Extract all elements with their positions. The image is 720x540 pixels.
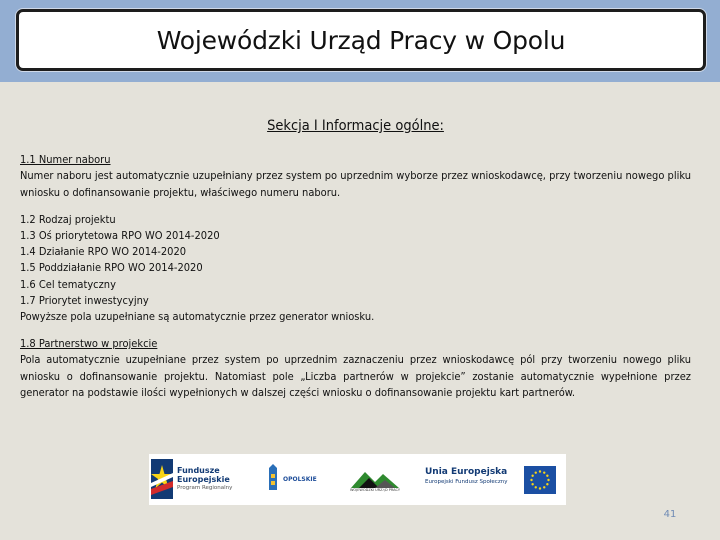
wup-mountains-icon	[345, 468, 405, 490]
title-box	[16, 9, 706, 71]
item-1-8-heading: 1.8 Partnerstwo w projekcie	[20, 337, 158, 351]
eu-star-icon	[539, 470, 541, 472]
eu-star-icon	[546, 475, 548, 477]
item-1-1-text: Numer naboru jest automatycznie uzupełniany przez system po uprzednim wyborze przez wnioskodawcę, przy tworzeniu nowego pliku wniosku o dofinansowanie projektu, właściwego numeru naboru.	[20, 169, 691, 199]
item-1-8-text: Pola automatycznie uzupełniane przez system po uprzednim zaznaczeniu przez wnioskodawcę pól przy tworzeniu nowego pliku wniosku o dofinansowanie projektu. Natomiast pole „Liczba partnerów w projekcie” zostanie automatycznie wypełnione przez generator na podstawie ilości wypełnionych w dalszej części wniosku o dofinansowanie projektu kart partnerów.	[20, 353, 691, 399]
opolskie-text: OPOLSKIE	[283, 475, 317, 483]
eu-star-icon	[531, 483, 533, 485]
auto-field-item: 1.6 Cel tematyczny	[20, 277, 116, 291]
auto-field-item: 1.7 Priorytet inwestycyjny	[20, 293, 149, 307]
auto-field-item: 1.5 Poddziałanie RPO WO 2014-2020	[20, 261, 203, 275]
eu-star-icon	[547, 479, 549, 481]
opolskie-logo	[265, 464, 317, 494]
logo-strip	[149, 454, 566, 505]
item-1-8	[20, 336, 691, 401]
wup-text: WOJEWÓDZKI URZĄD PRACY	[349, 488, 401, 492]
ue-line1: Unia Europejska	[425, 467, 508, 477]
slide-content	[20, 118, 691, 412]
opolskie-emblem-icon	[265, 464, 281, 494]
ue-sub: Europejski Fundusz Społeczny	[425, 479, 508, 485]
eu-star-icon	[539, 487, 541, 489]
eu-star-icon	[535, 471, 537, 473]
item-1-1-heading: 1.1 Numer naboru	[20, 153, 111, 167]
auto-field-item: 1.2 Rodzaj projektu	[20, 212, 116, 226]
fundusze-europejskie-logo	[151, 459, 232, 499]
slide-title: Wojewódzki Urząd Pracy w Opolu	[156, 25, 566, 55]
eu-star-icon	[543, 471, 545, 473]
fundusze-sub: Program Regionalny	[177, 484, 233, 491]
eu-star-icon	[530, 479, 532, 481]
wup-logo	[345, 468, 405, 490]
eu-star-icon	[535, 486, 537, 488]
eu-flag-icon	[524, 466, 556, 494]
ue-text	[425, 467, 507, 487]
auto-fields-list	[20, 212, 691, 325]
section-heading: Sekcja I Informacje ogólne:	[267, 118, 444, 134]
auto-field-item: 1.4 Działanie RPO WO 2014-2020	[20, 245, 187, 259]
unia-europejska-logo	[425, 467, 507, 487]
fundusze-line2: Europejskie	[177, 474, 230, 484]
auto-fields-note: Powyższe pola uzupełniane są automatycznie przez generator wniosku.	[20, 310, 375, 324]
auto-field-item: 1.3 Oś priorytetowa RPO WO 2014-2020	[20, 229, 220, 243]
fundusze-line1: Fundusze	[177, 465, 220, 475]
item-1-1	[20, 152, 691, 201]
eu-star-icon	[531, 475, 533, 477]
eu-star-icon	[546, 483, 548, 485]
page-number: 41	[663, 509, 677, 520]
fundusze-star-icon	[151, 459, 173, 499]
eu-star-icon	[543, 486, 545, 488]
fundusze-text	[177, 466, 232, 493]
